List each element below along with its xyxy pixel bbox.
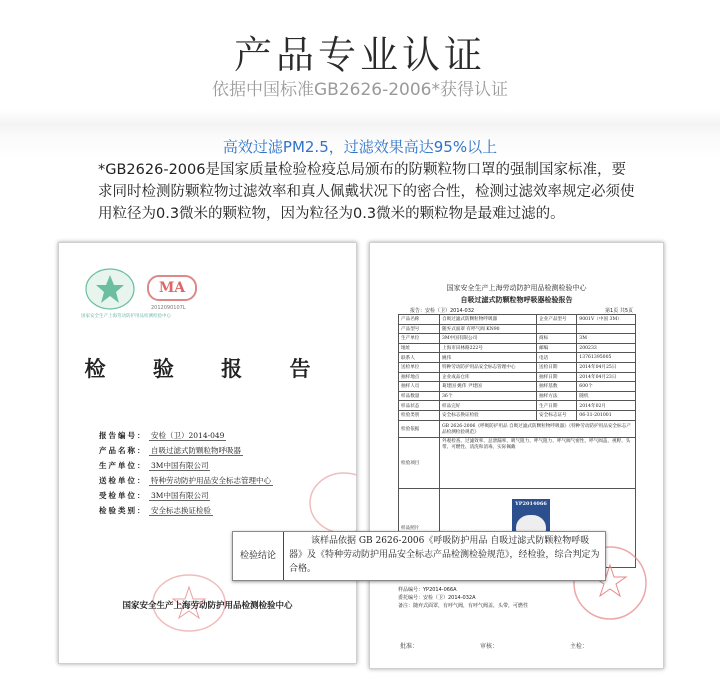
table-cell: 抽样基数 bbox=[537, 382, 577, 392]
table-row bbox=[399, 401, 636, 411]
table-cell: 姚伟 bbox=[440, 353, 537, 363]
table-cell: 样品完好 bbox=[440, 401, 537, 411]
table-cell: 样品状态 bbox=[399, 401, 440, 411]
table-cell: 抽样人员 bbox=[399, 382, 440, 392]
table-cell: 3M中国有限公司 bbox=[440, 334, 537, 344]
table-cell: 邮编 bbox=[537, 343, 577, 353]
table-cell: 生产日期 bbox=[537, 401, 577, 411]
seal-caption: 国家安全生产上海劳动防护用品检测检验中心 bbox=[81, 314, 171, 319]
table-cell: 抽样地点 bbox=[399, 372, 440, 382]
table-cell: 送检日期 bbox=[537, 362, 577, 372]
table-cell: 上海市田林路222号 bbox=[440, 343, 537, 353]
table-row bbox=[399, 343, 636, 353]
conclusion-callout bbox=[232, 531, 606, 581]
green-seal-icon bbox=[81, 265, 139, 313]
sample-no: 样品编号：YP2014-066A bbox=[398, 587, 457, 593]
field-inspection-type: 检验类别： 安全标志换证检验 bbox=[99, 506, 211, 515]
table-cell: 2014年04月25日 bbox=[577, 362, 636, 372]
table-cell bbox=[577, 324, 636, 334]
table-cell: 送检单位 bbox=[399, 362, 440, 372]
table-cell: 抽样日期 bbox=[537, 372, 577, 382]
table-row bbox=[399, 382, 636, 392]
table-cell: 样品数量 bbox=[399, 391, 440, 401]
field-inspected-unit: 受检单位： 3M中国有限公司 bbox=[99, 491, 209, 500]
table-cell: 200233 bbox=[577, 343, 636, 353]
table-cell: 06-31-201001 bbox=[577, 410, 636, 420]
table-row: 检验项目 外观检查、过滤效率、总泄漏率、吸气阻力、呼气阻力、呼气阀气密性、呼气阀盖、视野、头带、可燃性、清洗和消毒、实际佩戴 bbox=[399, 437, 636, 488]
report-detail-page bbox=[369, 242, 664, 669]
detail-subtitle: 自吸过滤式防颗粒物呼吸器检验报告 bbox=[460, 296, 573, 304]
detail-table bbox=[398, 314, 636, 568]
table-row bbox=[399, 372, 636, 382]
ma-mark: MA bbox=[147, 275, 197, 301]
field-submitter: 送检单位： 特种劳动防护用品安全标志管理中心 bbox=[99, 476, 271, 485]
report-cover bbox=[58, 242, 357, 664]
table-cell: 产品名称 bbox=[399, 315, 440, 325]
table-cell: 检验类别 bbox=[399, 410, 440, 420]
table-cell: 安全标志证号 bbox=[537, 410, 577, 420]
sample-no-2: 委托编号：安检（卫）2014-032A bbox=[398, 595, 476, 601]
detail-title: 国家安全生产上海劳动防护用品检测检验中心 bbox=[446, 284, 587, 292]
field-report-no: 报告编号： 安检（卫）2014-049 bbox=[99, 431, 225, 440]
table-row bbox=[399, 353, 636, 363]
page-subtitle: 依据中国标准GB2626-2006*获得认证 bbox=[212, 80, 508, 100]
intro-headline: 高效过滤PM2.5，过滤效果高达95%以上 bbox=[222, 138, 498, 156]
remark: 备注：随弃式面罩，有呼气阀，有呼气阀盖，头带，可燃性 bbox=[398, 603, 529, 609]
table-cell: 地址 bbox=[399, 343, 440, 353]
table-cell: 企业产品型号 bbox=[537, 315, 577, 325]
detail-report-no: 报告：安检（卫）2014-032 bbox=[410, 308, 475, 314]
field-product-name: 产品名称： 自吸过滤式防颗粒物呼吸器 bbox=[99, 446, 241, 455]
table-cell: 2014年04月23日 bbox=[577, 372, 636, 382]
table-row bbox=[399, 391, 636, 401]
intro-body: *GB2626-2006是国家质量检验检疫总局颁布的防颗粒物口罩的强制国家标准，要求同时检测防颗粒物过滤效率和真人佩戴状况下的密合性，检测过滤效率规定必须使用粒径为0.3微米的颗粒物，因为粒径为0.3微米的颗粒物是最难过滤的。 bbox=[98, 162, 635, 222]
field-manufacturer: 生产单位： 3M中国有限公司 bbox=[99, 461, 209, 470]
table-cell: 企业成品仓库 bbox=[440, 372, 537, 382]
red-seal-icon bbox=[304, 468, 356, 538]
table-cell: 抽样方法 bbox=[537, 391, 577, 401]
page-title: 产品专业认证 bbox=[233, 33, 486, 77]
signature-review: 审核： bbox=[480, 643, 499, 650]
table-cell bbox=[537, 324, 577, 334]
table-row bbox=[399, 410, 636, 420]
issuer-name: 国家安全生产上海劳动防护用品检测检验中心 bbox=[122, 601, 293, 611]
conclusion-label: 检验结论 bbox=[233, 532, 284, 580]
table-cell: 随机 bbox=[577, 391, 636, 401]
table-cell: 葛建国 姚伟 尹建国 bbox=[440, 382, 537, 392]
table-cell: 随弃式面罩 有呼气阀 KN90 bbox=[440, 324, 537, 334]
table-cell: 9001V（中国 3M） bbox=[577, 315, 636, 325]
table-row: 样品照片 YP2014066 bbox=[399, 488, 636, 567]
table-row: 检验依据 GB 2626-2006《呼吸防护用品 自吸过滤式防颗粒物呼吸器》《特种劳动防护用品安全标志产品检测检验规范》 bbox=[399, 420, 636, 437]
table-row bbox=[399, 324, 636, 334]
report-title: 检 验 报 告 bbox=[84, 356, 331, 381]
table-row bbox=[399, 362, 636, 372]
detail-page-no: 第1页 共5页 bbox=[605, 308, 633, 314]
table-cell: 自吸过滤式防颗粒物呼吸器 bbox=[440, 315, 537, 325]
table-cell: 13761395005 bbox=[577, 353, 636, 363]
table-row bbox=[399, 315, 636, 325]
table-cell: 商标 bbox=[537, 334, 577, 344]
ma-number: 2012090107L bbox=[151, 305, 186, 311]
signature-chief: 主检： bbox=[570, 643, 589, 650]
table-cell: 安全标志换证检验 bbox=[440, 410, 537, 420]
conclusion-text: 该样品依据 GB 2626-2006《呼吸防护用品 自吸过滤式防颗粒物呼吸器》及《特种劳动防护用品安全标志产品检测检验规范》，经检验，综合判定为合格。 bbox=[289, 536, 600, 574]
table-row bbox=[399, 334, 636, 344]
table-cell: 3M bbox=[577, 334, 636, 344]
table-cell: 600个 bbox=[577, 382, 636, 392]
signature-approve: 批准： bbox=[400, 643, 419, 650]
table-cell: 联系人 bbox=[399, 353, 440, 363]
table-cell: 特种劳动防护用品安全标志管理中心 bbox=[440, 362, 537, 372]
table-cell: 电话 bbox=[537, 353, 577, 363]
table-cell: 2014年02月 bbox=[577, 401, 636, 411]
sample-photo: YP2014066 bbox=[512, 499, 550, 557]
table-cell: 生产单位 bbox=[399, 334, 440, 344]
table-cell: 产品型号 bbox=[399, 324, 440, 334]
table-cell: 36个 bbox=[440, 391, 537, 401]
